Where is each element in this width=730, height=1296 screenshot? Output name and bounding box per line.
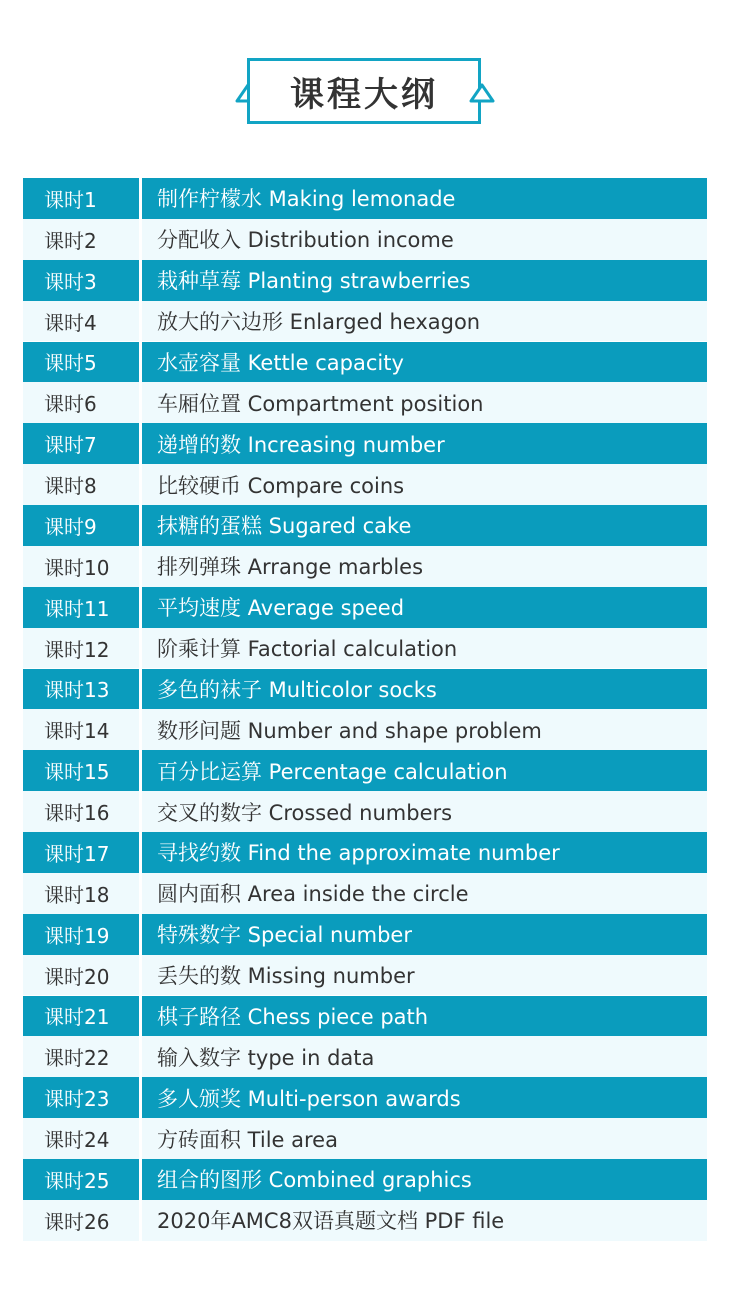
lesson-title: 组合的图形 Combined graphics: [142, 1159, 707, 1200]
lesson-number: 课时21: [23, 996, 139, 1037]
lesson-title: 抹糖的蛋糕 Sugared cake: [142, 505, 707, 546]
lesson-title: 方砖面积 Tile area: [142, 1118, 707, 1159]
lesson-title: 栽种草莓 Planting strawberries: [142, 260, 707, 301]
page-title: 课程大纲: [290, 74, 438, 115]
triangle-right-icon: [468, 82, 496, 104]
table-row: [23, 464, 707, 505]
lesson-title: 水壶容量 Kettle capacity: [142, 342, 707, 383]
table-row: [23, 587, 707, 628]
table-row: [23, 1036, 707, 1077]
table-row: [23, 260, 707, 301]
table-row: [23, 382, 707, 423]
lesson-number: 课时2: [23, 219, 139, 260]
lesson-number: 课时17: [23, 832, 139, 873]
lesson-number: 课时6: [23, 382, 139, 423]
lesson-number: 课时12: [23, 628, 139, 669]
lesson-number: 课时8: [23, 464, 139, 505]
lesson-title: 放大的六边形 Enlarged hexagon: [142, 301, 707, 342]
title-box: [247, 58, 481, 124]
lesson-number: 课时5: [23, 342, 139, 383]
lesson-number: 课时1: [23, 178, 139, 219]
table-row: [23, 669, 707, 710]
lesson-title: 排列弹珠 Arrange marbles: [142, 546, 707, 587]
lesson-title: 车厢位置 Compartment position: [142, 382, 707, 423]
lesson-title: 平均速度 Average speed: [142, 587, 707, 628]
lesson-number: 课时9: [23, 505, 139, 546]
lesson-number: 课时24: [23, 1118, 139, 1159]
lesson-number: 课时4: [23, 301, 139, 342]
table-row: [23, 873, 707, 914]
table-row: [23, 1077, 707, 1118]
lesson-number: 课时3: [23, 260, 139, 301]
table-row: [23, 546, 707, 587]
table-row: [23, 628, 707, 669]
lesson-number: 课时11: [23, 587, 139, 628]
table-row: [23, 709, 707, 750]
lesson-title: 比较硬币 Compare coins: [142, 464, 707, 505]
lesson-number: 课时14: [23, 709, 139, 750]
table-row: [23, 832, 707, 873]
lesson-number: 课时7: [23, 423, 139, 464]
table-row: [23, 342, 707, 383]
lesson-number: 课时22: [23, 1036, 139, 1077]
lesson-number: 课时23: [23, 1077, 139, 1118]
table-row: [23, 750, 707, 791]
lesson-table: [23, 178, 707, 1241]
lesson-title: 棋子路径 Chess piece path: [142, 996, 707, 1037]
table-row: [23, 914, 707, 955]
table-row: [23, 791, 707, 832]
lesson-title: 分配收入 Distribution income: [142, 219, 707, 260]
table-row: [23, 996, 707, 1037]
lesson-number: 课时19: [23, 914, 139, 955]
table-row: [23, 505, 707, 546]
lesson-title: 丢失的数 Missing number: [142, 955, 707, 996]
lesson-number: 课时25: [23, 1159, 139, 1200]
lesson-title: 输入数字 type in data: [142, 1036, 707, 1077]
lesson-title: 寻找约数 Find the approximate number: [142, 832, 707, 873]
table-row: [23, 219, 707, 260]
table-row: [23, 423, 707, 464]
lesson-title: 制作柠檬水 Making lemonade: [142, 178, 707, 219]
page-title-banner: [232, 56, 498, 128]
lesson-title: 多人颁奖 Multi-person awards: [142, 1077, 707, 1118]
lesson-title: 交叉的数字 Crossed numbers: [142, 791, 707, 832]
table-row: [23, 1159, 707, 1200]
lesson-title: 特殊数字 Special number: [142, 914, 707, 955]
lesson-number: 课时13: [23, 669, 139, 710]
lesson-title: 2020年AMC8双语真题文档 PDF file: [142, 1200, 707, 1241]
lesson-title: 数形问题 Number and shape problem: [142, 709, 707, 750]
lesson-title: 递增的数 Increasing number: [142, 423, 707, 464]
lesson-number: 课时26: [23, 1200, 139, 1241]
lesson-title: 多色的袜子 Multicolor socks: [142, 669, 707, 710]
lesson-number: 课时16: [23, 791, 139, 832]
table-row: [23, 955, 707, 996]
lesson-number: 课时18: [23, 873, 139, 914]
lesson-title: 百分比运算 Percentage calculation: [142, 750, 707, 791]
lesson-number: 课时10: [23, 546, 139, 587]
table-row: [23, 1118, 707, 1159]
lesson-title: 阶乘计算 Factorial calculation: [142, 628, 707, 669]
table-row: [23, 1200, 707, 1241]
lesson-number: 课时15: [23, 750, 139, 791]
lesson-title: 圆内面积 Area inside the circle: [142, 873, 707, 914]
table-row: [23, 301, 707, 342]
lesson-number: 课时20: [23, 955, 139, 996]
table-row: [23, 178, 707, 219]
